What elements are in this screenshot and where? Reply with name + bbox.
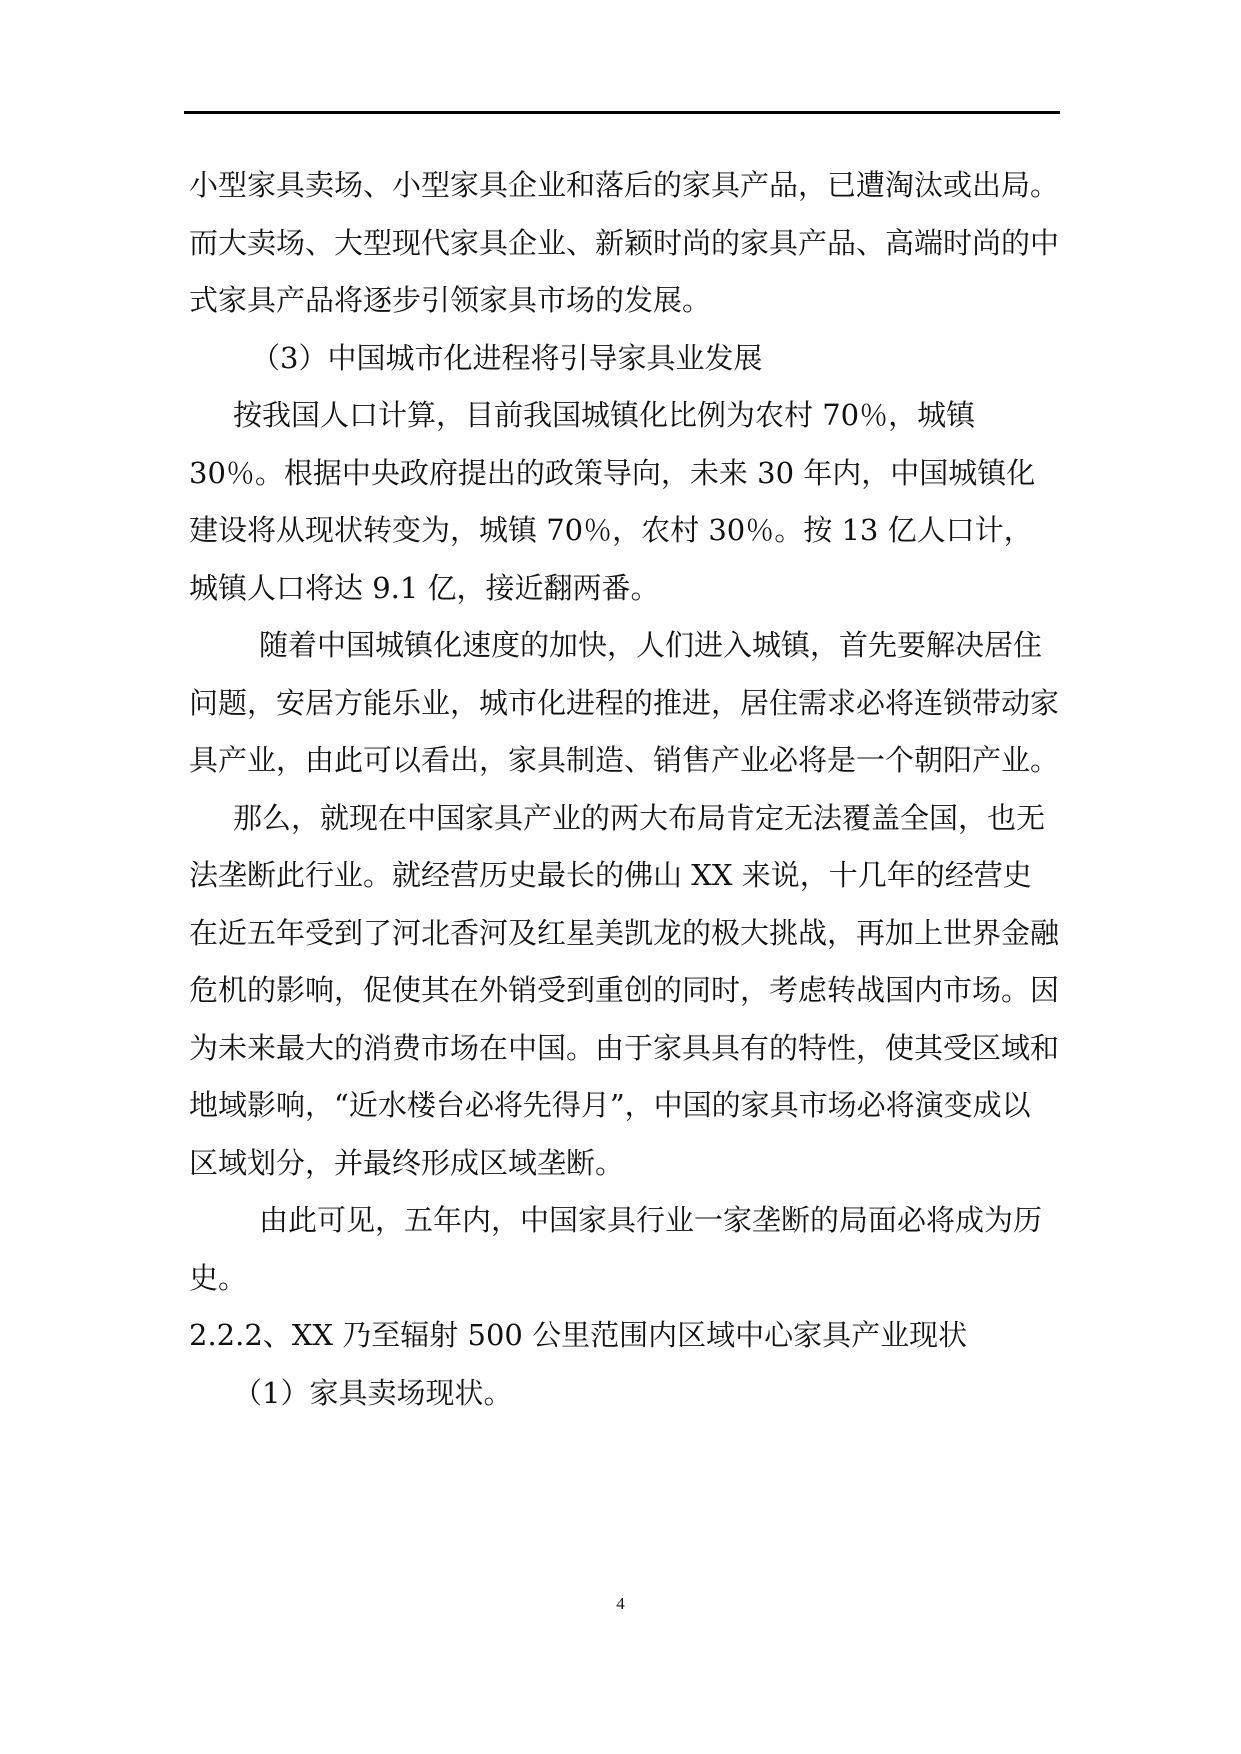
header-rule bbox=[184, 111, 1060, 114]
paragraph-industry-layout: 那么，就现在中国家具产业的两大布局肯定无法覆盖全国，也无法垄断此行业。就经营历史最长的佛山 XX 来说，十几年的经营史在近五年受到了河北香河及红星美凯龙的极大挑战，再加上世界金融危机的影响，促使其在外销受到重创的同时，考虑转战国内市场。因为未来最大的消费市场在中国。由于家具具有的特性，使其受区域和地域影响，“近水楼台必将先得月”，中国的家具市场必将演变成以区域划分，并最终形成区域垄断。 bbox=[189, 800, 1060, 1180]
paragraph-urbanization-speed: 随着中国城镇化速度的加快，人们进入城镇，首先要解决居住问题，安居方能乐业，城市化进程的推进，居住需求必将连锁带动家具产业，由此可以看出，家具制造、销售产业必将是一个朝阳产业。 bbox=[189, 628, 1060, 777]
paragraph-continuation: 小型家具卖场、小型家具企业和落后的家具产品，已遭淘汰或出局。而大卖场、大型现代家具企业、新颖时尚的家具产品、高端时尚的中式家具产品将逐步引领家具市场的发展。 bbox=[189, 168, 1060, 317]
paragraph-population: 按我国人口计算，目前我国城镇化比例为农村 70％，城镇 30％。根据中央政府提出的政策导向，未来 30 年内，中国城镇化建设将从现状转变为，城镇 70％，农村 30％。按 13 亿人口计，城镇人口将达 9.1 亿，接近翻两番。 bbox=[189, 398, 1036, 605]
section-heading-2-2-2: 2.2.2、XX 乃至辐射 500 公里范围内区域中心家具产业现状 bbox=[189, 1318, 968, 1352]
subsection-heading-1: （1）家具卖场现状。 bbox=[233, 1375, 513, 1410]
paragraph-conclusion: 由此可见，五年内，中国家具行业一家垄断的局面必将成为历史。 bbox=[189, 1203, 1043, 1295]
body-text bbox=[189, 157, 1059, 1422]
section-heading-urbanization: （3）中国城市化进程将引导家具业发展 bbox=[251, 340, 763, 375]
page-number: 4 bbox=[616, 1594, 625, 1613]
